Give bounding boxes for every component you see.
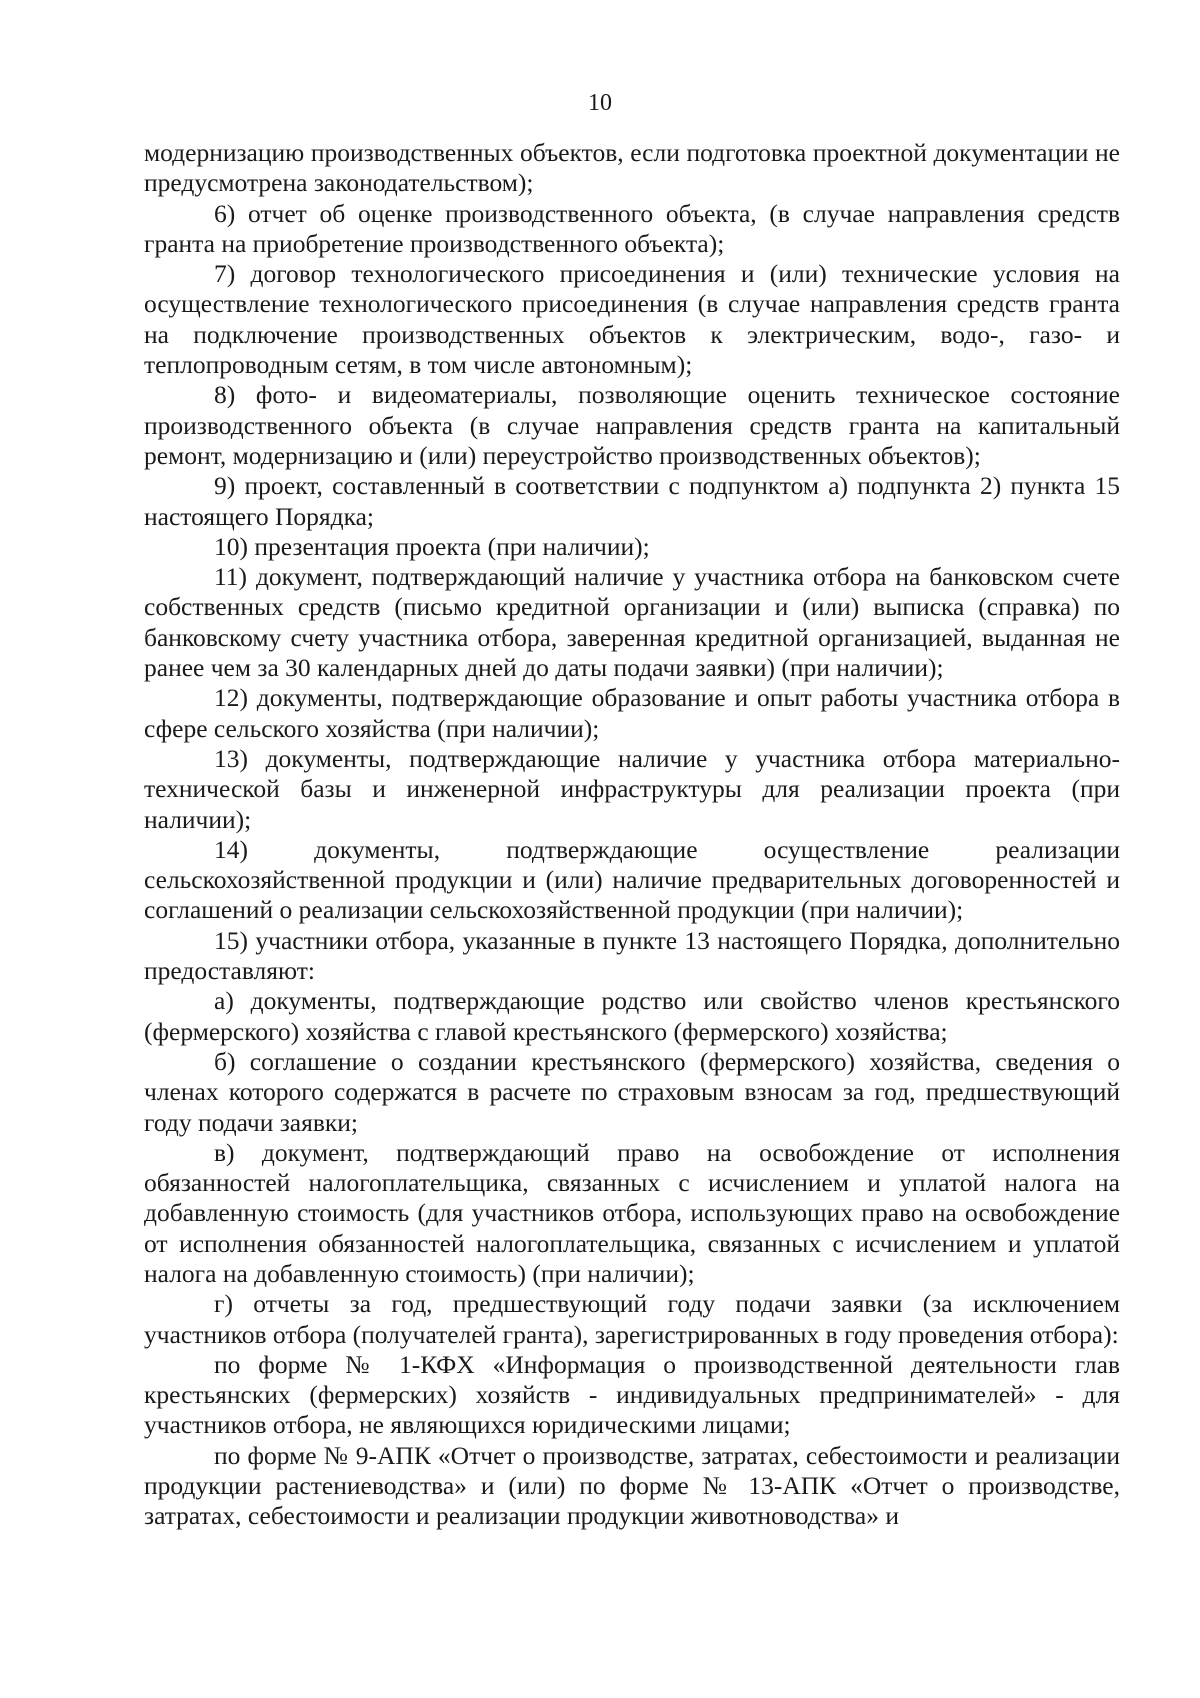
paragraph-form-9-apk: по форме № 9-АПК «Отчет о производстве, затратах, себестоимости и реализации продукции растениеводства» и (или) по форме № 13-АПК «Отчет о производстве, затратах, себестоимости и реализации продукции животноводства» и — [144, 1440, 1120, 1531]
paragraph-item-7: 7) договор технологического присоединения и (или) технические условия на осуществление технологического присоединения (в случае направления средств гранта на подключение производственных объектов к электрическим, водо-, газо- и теплопроводным сетям, в том числе автономным); — [144, 259, 1120, 380]
paragraph-item-14: 14) документы, подтверждающие осуществление реализации сельскохозяйственной продукции и (или) наличие предварительных договоренностей и соглашений о реализации сельскохозяйственной продукции (при наличии); — [144, 834, 1120, 925]
page-number: 10 — [588, 90, 612, 116]
paragraph-continuation: модернизацию производственных объектов, если подготовка проектной документации не предусмотрена законодательством); — [144, 138, 1120, 198]
paragraph-subitem-g: г) отчеты за год, предшествующий году подачи заявки (за исключением участников отбора (получателей гранта), зарегистрированных в году проведения отбора): — [144, 1289, 1120, 1349]
paragraph-item-15: 15) участники отбора, указанные в пункте 13 настоящего Порядка, дополнительно предоставляют: — [144, 925, 1120, 986]
document-body — [144, 138, 1120, 1532]
paragraph-item-11: 11) документ, подтверждающий наличие у участника отбора на банковском счете собственных средств (письмо кредитной организации и (или) выписка (справка) по банковскому счету участника отбора, заверенная кредитной организацией, выданная не ранее чем за 30 календарных дней до даты подачи заявки) (при наличии); — [144, 562, 1120, 683]
paragraph-item-9: 9) проект, составленный в соответствии с подпунктом а) подпункта 2) пункта 15 настоящего Порядка; — [144, 471, 1120, 531]
paragraph-item-6: 6) отчет об оценке производственного объекта, (в случае направления средств гранта на приобретение производственного объекта); — [144, 198, 1120, 258]
paragraph-form-1-kfh: по форме № 1-КФХ «Информация о производственной деятельности глав крестьянских (фермерских) хозяйств - индивидуальных предпринимателей» - для участников отбора, не являющихся юридическими лицами; — [144, 1349, 1120, 1440]
paragraph-item-12: 12) документы, подтверждающие образование и опыт работы участника отбора в сфере сельского хозяйства (при наличии); — [144, 683, 1120, 743]
paragraph-subitem-b: б) соглашение о создании крестьянского (фермерского) хозяйства, сведения о членах которого содержатся в расчете по страховым взносам за год, предшествующий году подачи заявки; — [144, 1046, 1120, 1137]
paragraph-subitem-a: а) документы, подтверждающие родство или свойство членов крестьянского (фермерского) хозяйства с главой крестьянского (фермерского) хозяйства; — [144, 986, 1120, 1046]
paragraph-subitem-v: в) документ, подтверждающий право на освобождение от исполнения обязанностей налогоплательщика, связанных с исчислением и уплатой налога на добавленную стоимость (для участников отбора, использующих право на освобождение от исполнения обязанностей налогоплательщика, связанных с исчислением и уплатой налога на добавленную стоимость) (при наличии); — [144, 1137, 1120, 1288]
paragraph-item-13: 13) документы, подтверждающие наличие у участника отбора материально-технической базы и инженерной инфраструктуры для реализации проекта (при наличии); — [144, 743, 1120, 834]
paragraph-item-8: 8) фото- и видеоматериалы, позволяющие оценить техническое состояние производственного объекта (в случае направления средств гранта на капитальный ремонт, модернизацию и (или) переустройство производственных объектов); — [144, 380, 1120, 470]
paragraph-item-10: 10) презентация проекта (при наличии); — [214, 531, 650, 561]
